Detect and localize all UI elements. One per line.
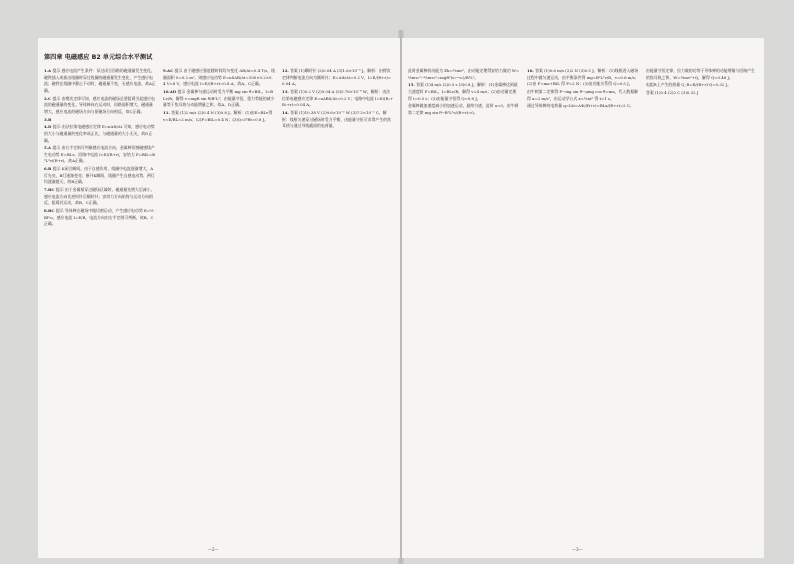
answer-item: [44, 117, 156, 124]
page-number: —2—: [208, 547, 219, 552]
question-number: 16.: [527, 68, 536, 73]
answer-item: [408, 68, 520, 81]
question-number: 15.: [408, 82, 417, 88]
question-number: 11.: [163, 109, 172, 115]
left-column-3: [282, 68, 394, 131]
answer-text: 提示 由于磁感应强度随时间均匀变化 ΔB/Δt=0.4 T/s，线圈面积 S=0.2 m²，则感应电动势 E=nSΔB/Δt=100×0.2×0.4 V=8 V，感应电流 I=E/(R+r)=0.8 A，故A、C正确。: [163, 68, 275, 87]
answer-item: [44, 187, 156, 207]
answer-item: [408, 82, 520, 102]
answer-text: 提示 K闭合瞬间，由于自感作用，线圈中电流逐渐增大，A灯先亮，B灯逐渐变亮；断开K瞬间，线圈产生自感电动势，两灯均逐渐熄灭，故B正确。: [44, 166, 155, 185]
answer-item: [44, 124, 156, 144]
answer-text: 此时金属棒的动能为 Ek=½mv²，由动能定理得安培力做功 W=½mv₁²−½mv₂²=mgR²(v₁−v₂)/B²L²。: [408, 68, 520, 80]
left-column-1: [44, 68, 156, 229]
answer-item: [44, 68, 156, 94]
answer-item: [646, 82, 758, 89]
right-column-1: [408, 68, 520, 118]
question-number: 3.B: [44, 116, 52, 122]
question-number: 13.: [282, 88, 291, 94]
answer-item: [282, 89, 394, 109]
answer-item: [163, 68, 275, 88]
answer-text: 提示 由右手定则可判断感应电流方向，金属棒切割磁感线产生电动势 E=BLv，回路中电流 I=E/(R+r)，安培力 F=BIL=B²L²v/(R+r)，故A正确。: [44, 145, 156, 164]
question-number: 9.AC: [163, 68, 175, 73]
question-number: 5.A: [44, 145, 53, 151]
page-title: 第四章 电磁感应 B2 单元综合水平测试: [44, 54, 153, 61]
answer-text: 答案 (1)10.38 V (2)9.6×10⁻² W (3)7.2×10⁻² C。解析：线框匀速穿过磁场时受力平衡，由能量守恒可求得产生的焦耳热与通过导线截面的电荷量。: [282, 109, 391, 129]
question-number: 10.AD: [163, 88, 178, 94]
page-number: —3—: [572, 547, 583, 552]
left-page: [38, 38, 400, 558]
answer-item: [163, 110, 275, 123]
answer-text: 答案 (1)4 m/s (2)0.5 s (3)0.8 J。解析：(1)金属棒达到最大速度时 F=BIL，I=BLv/R，解得 v=4 m/s；(2)由动量定理得 t=0.5 s；(3)由能量守恒得 Q=0.8 J。: [408, 82, 518, 101]
answer-item: [646, 68, 758, 81]
answer-text: 答案 (1)2 m/s (2)0.4 N (3)0.8 J。解析：(1)由E=BLv得 v=E/BL=2 m/s；(2)F=BIL=0.4 N；(3)Q=I²Rt=0.8 J。: [163, 109, 273, 122]
right-column-2: [527, 68, 639, 111]
answer-item: [282, 110, 394, 130]
answer-item: [282, 68, 394, 88]
answer-text: 提示 由法拉第电磁感应定律 E=nΔΦ/Δt 可知，感应电动势的大小与磁通量的变化率成正比，与磁通量的大小无关，故D正确。: [44, 124, 155, 143]
answer-item: [408, 103, 520, 116]
answer-text: 答案 (1)顺时针 (2)0.04 A (3)1.6×10⁻³ J。解析：由楞次定律判断电流方向为顺时针；E=ΔΦ/Δt=0.2 V，I=E/(R+r)=0.04 A。: [282, 68, 392, 87]
question-number: 2.C: [44, 95, 53, 101]
answer-item: [44, 145, 156, 165]
answer-item: [44, 208, 156, 228]
question-number: 7.BC: [44, 187, 56, 193]
right-page: [402, 38, 764, 558]
answer-text: 提示 导体棒在磁场中做切割运动，产生感应电动势 E=½Bl²ω，感应电流 I=E/R，电流方向由右手定则可判断，故B、C正确。: [44, 208, 154, 227]
question-number: 14.: [282, 109, 291, 115]
answer-text: 提示 感应电流产生条件：穿过闭合回路的磁通量发生变化。磁铁插入或拔出线圈时穿过线圈的磁通量发生变化，产生感应电流；磁铁在线圈中静止不动时，磁通量不变，无感应电流，故A正确。: [44, 68, 156, 93]
answer-text: 提示 金属棒匀速运动时受力平衡 mg sin θ=BIL，I=BLv/R，解得 v=mgR sin θ/B²L²；由能量守恒，重力势能的减少量等于焦耳热与动能增量之和，故A、D正确。: [163, 88, 275, 108]
answer-text: 金属棒做加速度减小的加速运动，最终匀速，此时 a=0，由牛顿第二定律 mg sin θ−B²L²v/(R+r)=0。: [408, 103, 519, 115]
answer-text: 由牛顿第二定律得 F−mg sin θ−μmg cos θ=ma，代入数据解得 a=2 m/s²，由运动学公式 x=½at² 得 t=1 s。: [527, 88, 638, 101]
answer-text: 电阻R上产生的热量 Q_R=R/(R+r)·Q=0.32 J。: [646, 82, 731, 88]
question-number: 6.B: [44, 166, 53, 172]
answer-text: 答案 (1)0.4 (2)2 C (3)0.32 J: [646, 90, 699, 96]
answer-item: [646, 90, 758, 97]
answer-item: [527, 68, 639, 88]
answer-text: 通过导体棒的电荷量 q=IΔt=ΔΦ/(R+r)=BLx/(R+r)=2 C。: [527, 103, 634, 109]
question-number: 12.: [282, 68, 291, 73]
question-number: 1.A: [44, 68, 53, 73]
answer-item: [527, 103, 639, 110]
answer-text: 提示 由于金属框穿过磁场区域时，磁通量先增大后减小，感应电流方向先逆时针后顺时针；安培力方向始终与运动方向相反，阻碍其运动，故B、C正确。: [44, 187, 155, 206]
right-column-3: [646, 68, 758, 98]
answer-item: [163, 89, 275, 109]
answer-item: [44, 166, 156, 186]
answer-item: [44, 96, 156, 116]
answer-text: 由能量守恒定律，拉力做的功等于导体棒的动能增量与回路产生的焦耳热之和，W=½mv²+Q，解得 Q=0.48 J。: [646, 68, 755, 80]
answer-text: 答案 (1)0.6 m/s (2)2 N (3)0.5 J。解析：(1)线框进入磁场过程中做匀速运动，由平衡条件得 mg=B²L²v/R，v=0.6 m/s；(2)由 F=ma+BIL 得 F=2 N；(3)由功能关系得 Q=0.5 J。: [527, 68, 639, 87]
answer-text: 提示 由楞次定律可知，感应电流的磁场总要阻碍引起感应电流的磁通量的变化。导体棒向右运动时，回路面积增大，磁通量增大，感应电流的磁场方向与原磁场方向相反，故C正确。: [44, 95, 155, 114]
question-number: 8.BC: [44, 208, 56, 214]
question-number: 4.D: [44, 124, 53, 130]
answer-text: 答案 (1)0.2 V (2)0.04 A (3)5.76×10⁻⁴ W。解析：由法拉第电磁感应定律 E=nΔBS/Δt=0.2 V；电路中电流 I=E/(R₁+R₂+r)=0.04 A。: [282, 88, 394, 108]
left-column-2: [163, 68, 275, 124]
answer-item: [527, 89, 639, 102]
